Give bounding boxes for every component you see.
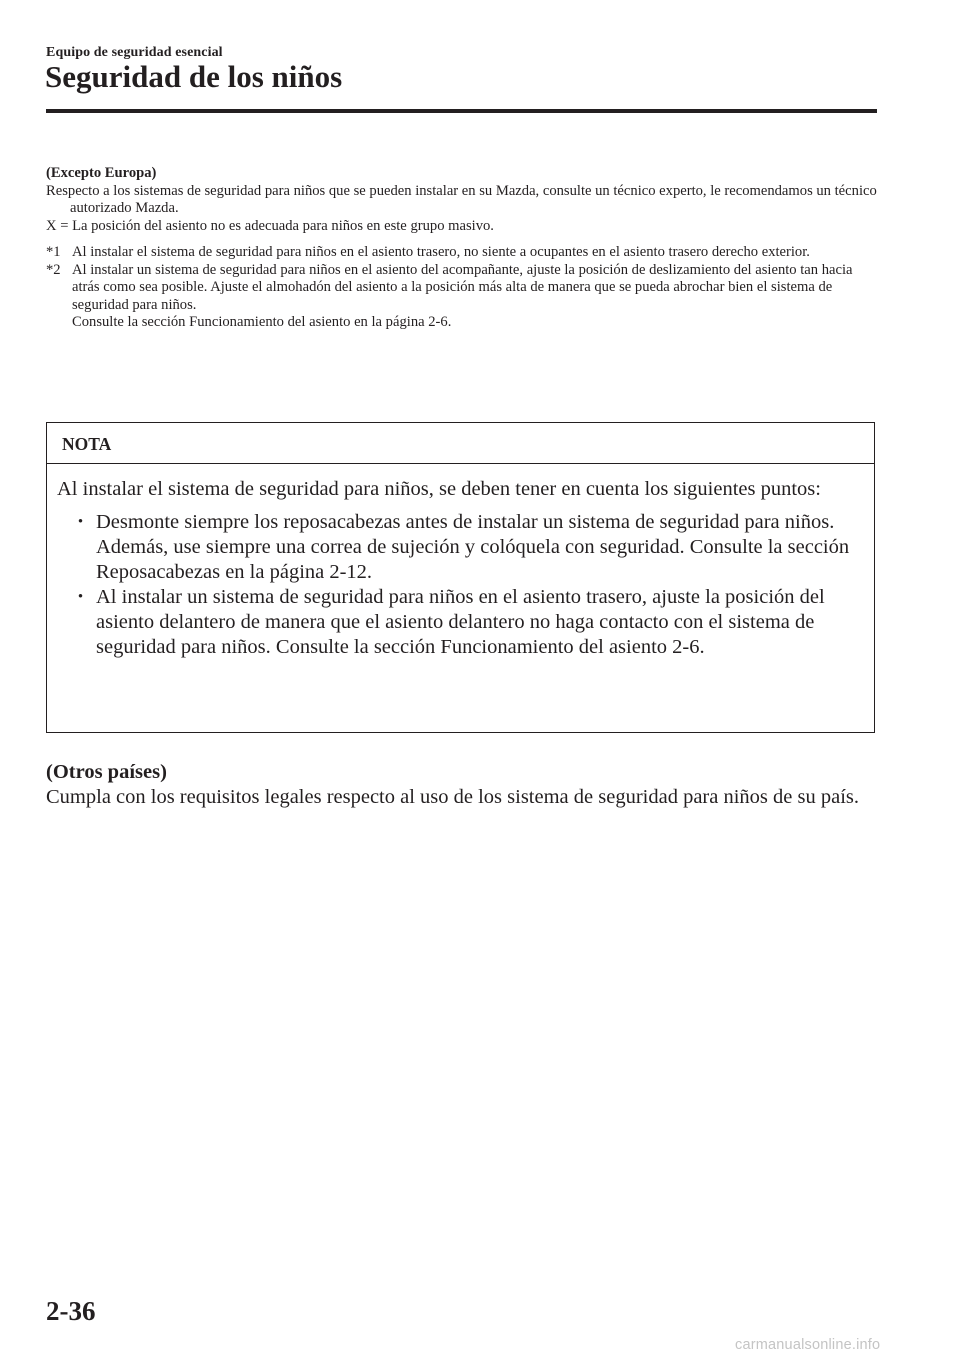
recommendation-paragraph: Respecto a los sistemas de seguridad para niños que se pueden instalar en su Mazda, consulte un técnico experto, le recomendamos un técnico autorizado Mazda. [46, 182, 877, 216]
title-rule [46, 109, 877, 113]
otros-paises-body: Cumpla con los requisitos legales respecto al uso de los sistema de seguridad para niños de su país. [46, 786, 859, 808]
nota-list-item [57, 585, 858, 660]
bullet-icon: • [77, 514, 84, 530]
footnote-text: Consulte la sección Funcionamiento del asiento en la página 2-6. [72, 314, 452, 330]
footnote-text: Al instalar un sistema de seguridad para niños en el asiento del acompañante, ajuste la posición de deslizamiento del asiento tan hacia atrás como sea posible. Ajuste el almohadón del asiento a la posición más alta de manera que se pueda abrochar bien el sistema de seguridad para niños. [72, 261, 853, 313]
nota-item-text: Desmonte siempre los reposacabezas antes de instalar un sistema de seguridad para niños. Además, use siempre una correa de sujeción y colóquela con seguridad. Consulte la sección Reposacabezas en la página 2-12. [96, 511, 850, 583]
footnote-mark: *2 [46, 261, 61, 278]
x-legend-paragraph: X = La posición del asiento no es adecuada para niños en este grupo masivo. [46, 217, 494, 234]
footnote-mark: *1 [46, 244, 61, 260]
page-title: Seguridad de los niños [45, 59, 343, 94]
nota-item-text: Al instalar un sistema de seguridad para niños en el asiento trasero, ajuste la posición del asiento delantero de manera que el asiento delantero no haga contacto con el sistema de seguridad para niños. Consulte la sección Funcionamiento del asiento 2-6. [96, 586, 825, 658]
excepto-europa-section [46, 165, 882, 332]
nota-box [46, 422, 875, 733]
page-number: 2-36 [46, 1296, 96, 1326]
footnote-text: Al instalar el sistema de seguridad para niños en el asiento trasero, no siente a ocupantes en el asiento trasero derecho exterior. [72, 244, 810, 260]
nota-list-item [57, 510, 858, 585]
nota-title: NOTA [47, 423, 874, 464]
watermark: carmanualsonline.info [735, 1337, 881, 1353]
section-label: Equipo de seguridad esencial [46, 45, 223, 60]
footnote-2 [46, 262, 882, 332]
nota-list [57, 510, 858, 660]
excepto-europa-heading: (Excepto Europa) [46, 165, 157, 181]
bullet-icon: • [77, 589, 84, 605]
otros-paises-heading: (Otros países) [46, 761, 167, 783]
nota-intro: Al instalar el sistema de seguridad para niños, se deben tener en cuenta los siguientes puntos: [57, 478, 821, 500]
otros-paises-section [46, 760, 876, 810]
footnote-1 [46, 244, 882, 262]
